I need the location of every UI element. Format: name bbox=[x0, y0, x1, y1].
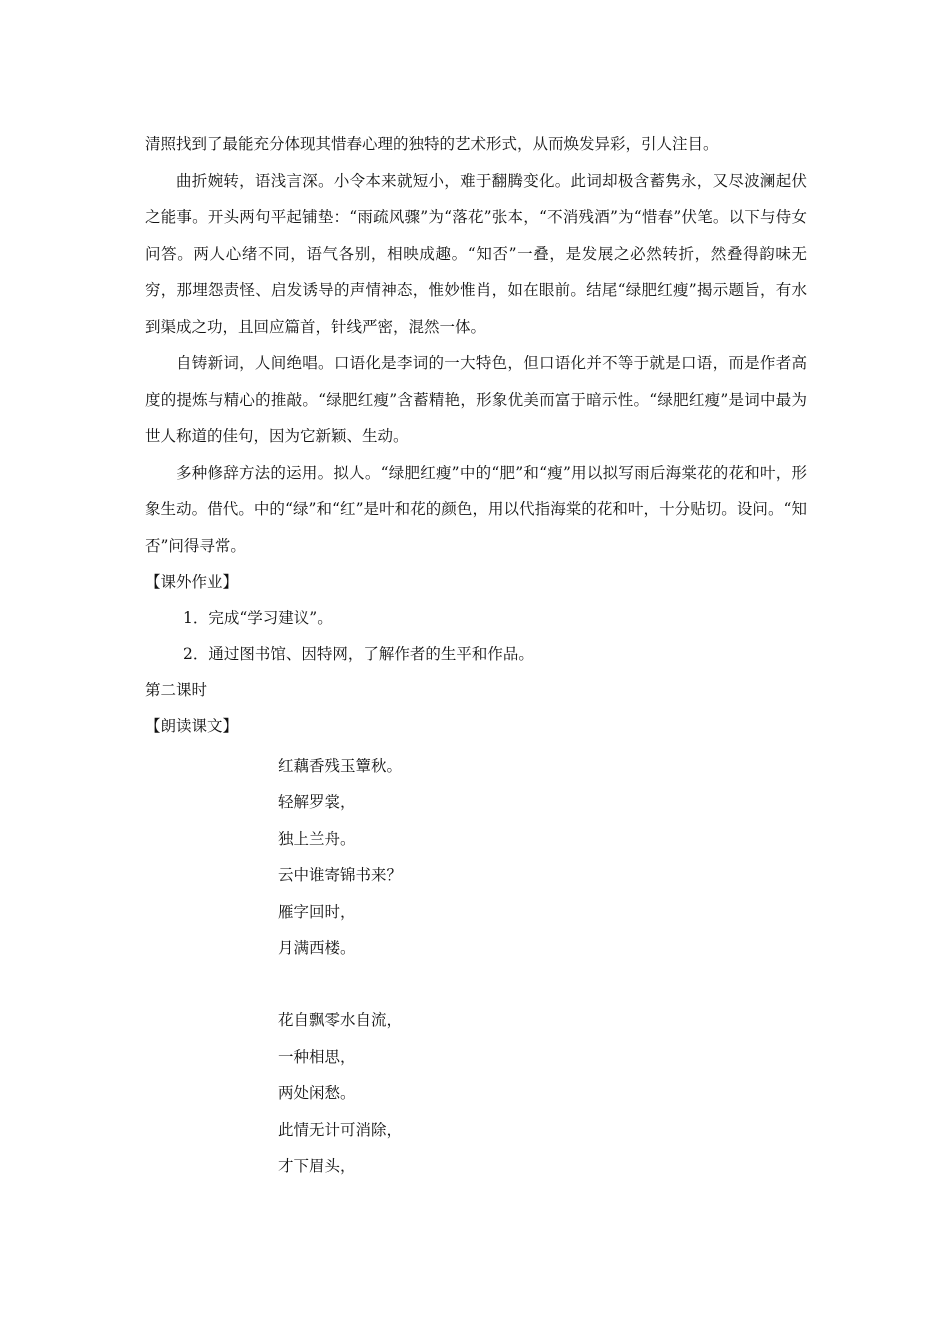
poem-line: 月满西楼。 bbox=[278, 939, 356, 958]
lesson-heading: 第二课时 bbox=[145, 681, 208, 699]
poem-line: 红藕香残玉簟秋。 bbox=[278, 757, 403, 775]
paragraph-rhetoric: 多种修辞方法的运用。拟人。“绿肥红瘦”中的“肥”和“瘦”用以拟写雨后海棠花的花和叶，形象生动。借代。中的“绿”和“红”是叶和花的颜色，用以代指海棠的花和叶，十分贴切。设问。“知否”问得寻常。 bbox=[145, 463, 807, 555]
poem-line: 轻解罗裳， bbox=[278, 793, 356, 812]
homework-item: 1．完成“学习建议”。 bbox=[183, 609, 333, 627]
homework-item: 2．通过图书馆、因特网，了解作者的生平和作品。 bbox=[183, 645, 534, 663]
paragraph-structure-analysis: 曲折婉转，语浅言深。小令本来就短小，难于翻腾变化。此词却极含蓄隽永，又尽波澜起伏之能事。开头两句平起铺垫：“雨疏风骤”为“落花”张本，“不消残酒”为“惜春”伏笔。以下与侍女问答。两人心绪不同，语气各别，相映成趣。“知否”一叠，是发展之必然转折，然叠得韵味无穷，那埋怨责怪、启发诱导的声情神态，惟妙惟肖，如在眼前。结尾“绿肥红瘦”揭示题旨，有水到渠成之功，且回应篇首，针线严密，混然一体。 bbox=[145, 171, 807, 336]
poem-line: 花自飘零水自流， bbox=[278, 1011, 403, 1030]
poem-line: 一种相思， bbox=[278, 1047, 356, 1066]
homework-heading: 【课外作业】 bbox=[145, 573, 239, 591]
paragraph-new-words: 自铸新词，人间绝唱。口语化是李词的一大特色，但口语化并不等于就是口语，而是作者高度的提炼与精心的推敲。“绿肥红瘦”含蓄精艳，形象优美而富于暗示性。“绿肥红瘦”是词中最为世人称道的佳句，因为它新颖、生动。 bbox=[145, 354, 807, 445]
poem-text bbox=[145, 748, 807, 1184]
poem-line: 独上兰舟。 bbox=[278, 829, 356, 848]
poem-line: 两处闲愁。 bbox=[278, 1084, 356, 1103]
poem-stanza-2 bbox=[278, 1002, 807, 1184]
document-body bbox=[145, 126, 807, 1184]
poem-line: 才下眉头， bbox=[278, 1157, 356, 1176]
stanza-divider bbox=[278, 966, 807, 1002]
poem-line: 雁字回时， bbox=[278, 902, 356, 921]
poem-line: 此情无计可消除， bbox=[278, 1120, 403, 1139]
poem-line: 云中谁寄锦书来？ bbox=[278, 866, 403, 885]
reading-heading: 【朗读课文】 bbox=[145, 717, 239, 735]
poem-stanza-1 bbox=[278, 748, 807, 966]
paragraph-continuation: 清照找到了最能充分体现其惜春心理的独特的艺术形式，从而焕发异彩，引人注目。 bbox=[145, 135, 719, 153]
